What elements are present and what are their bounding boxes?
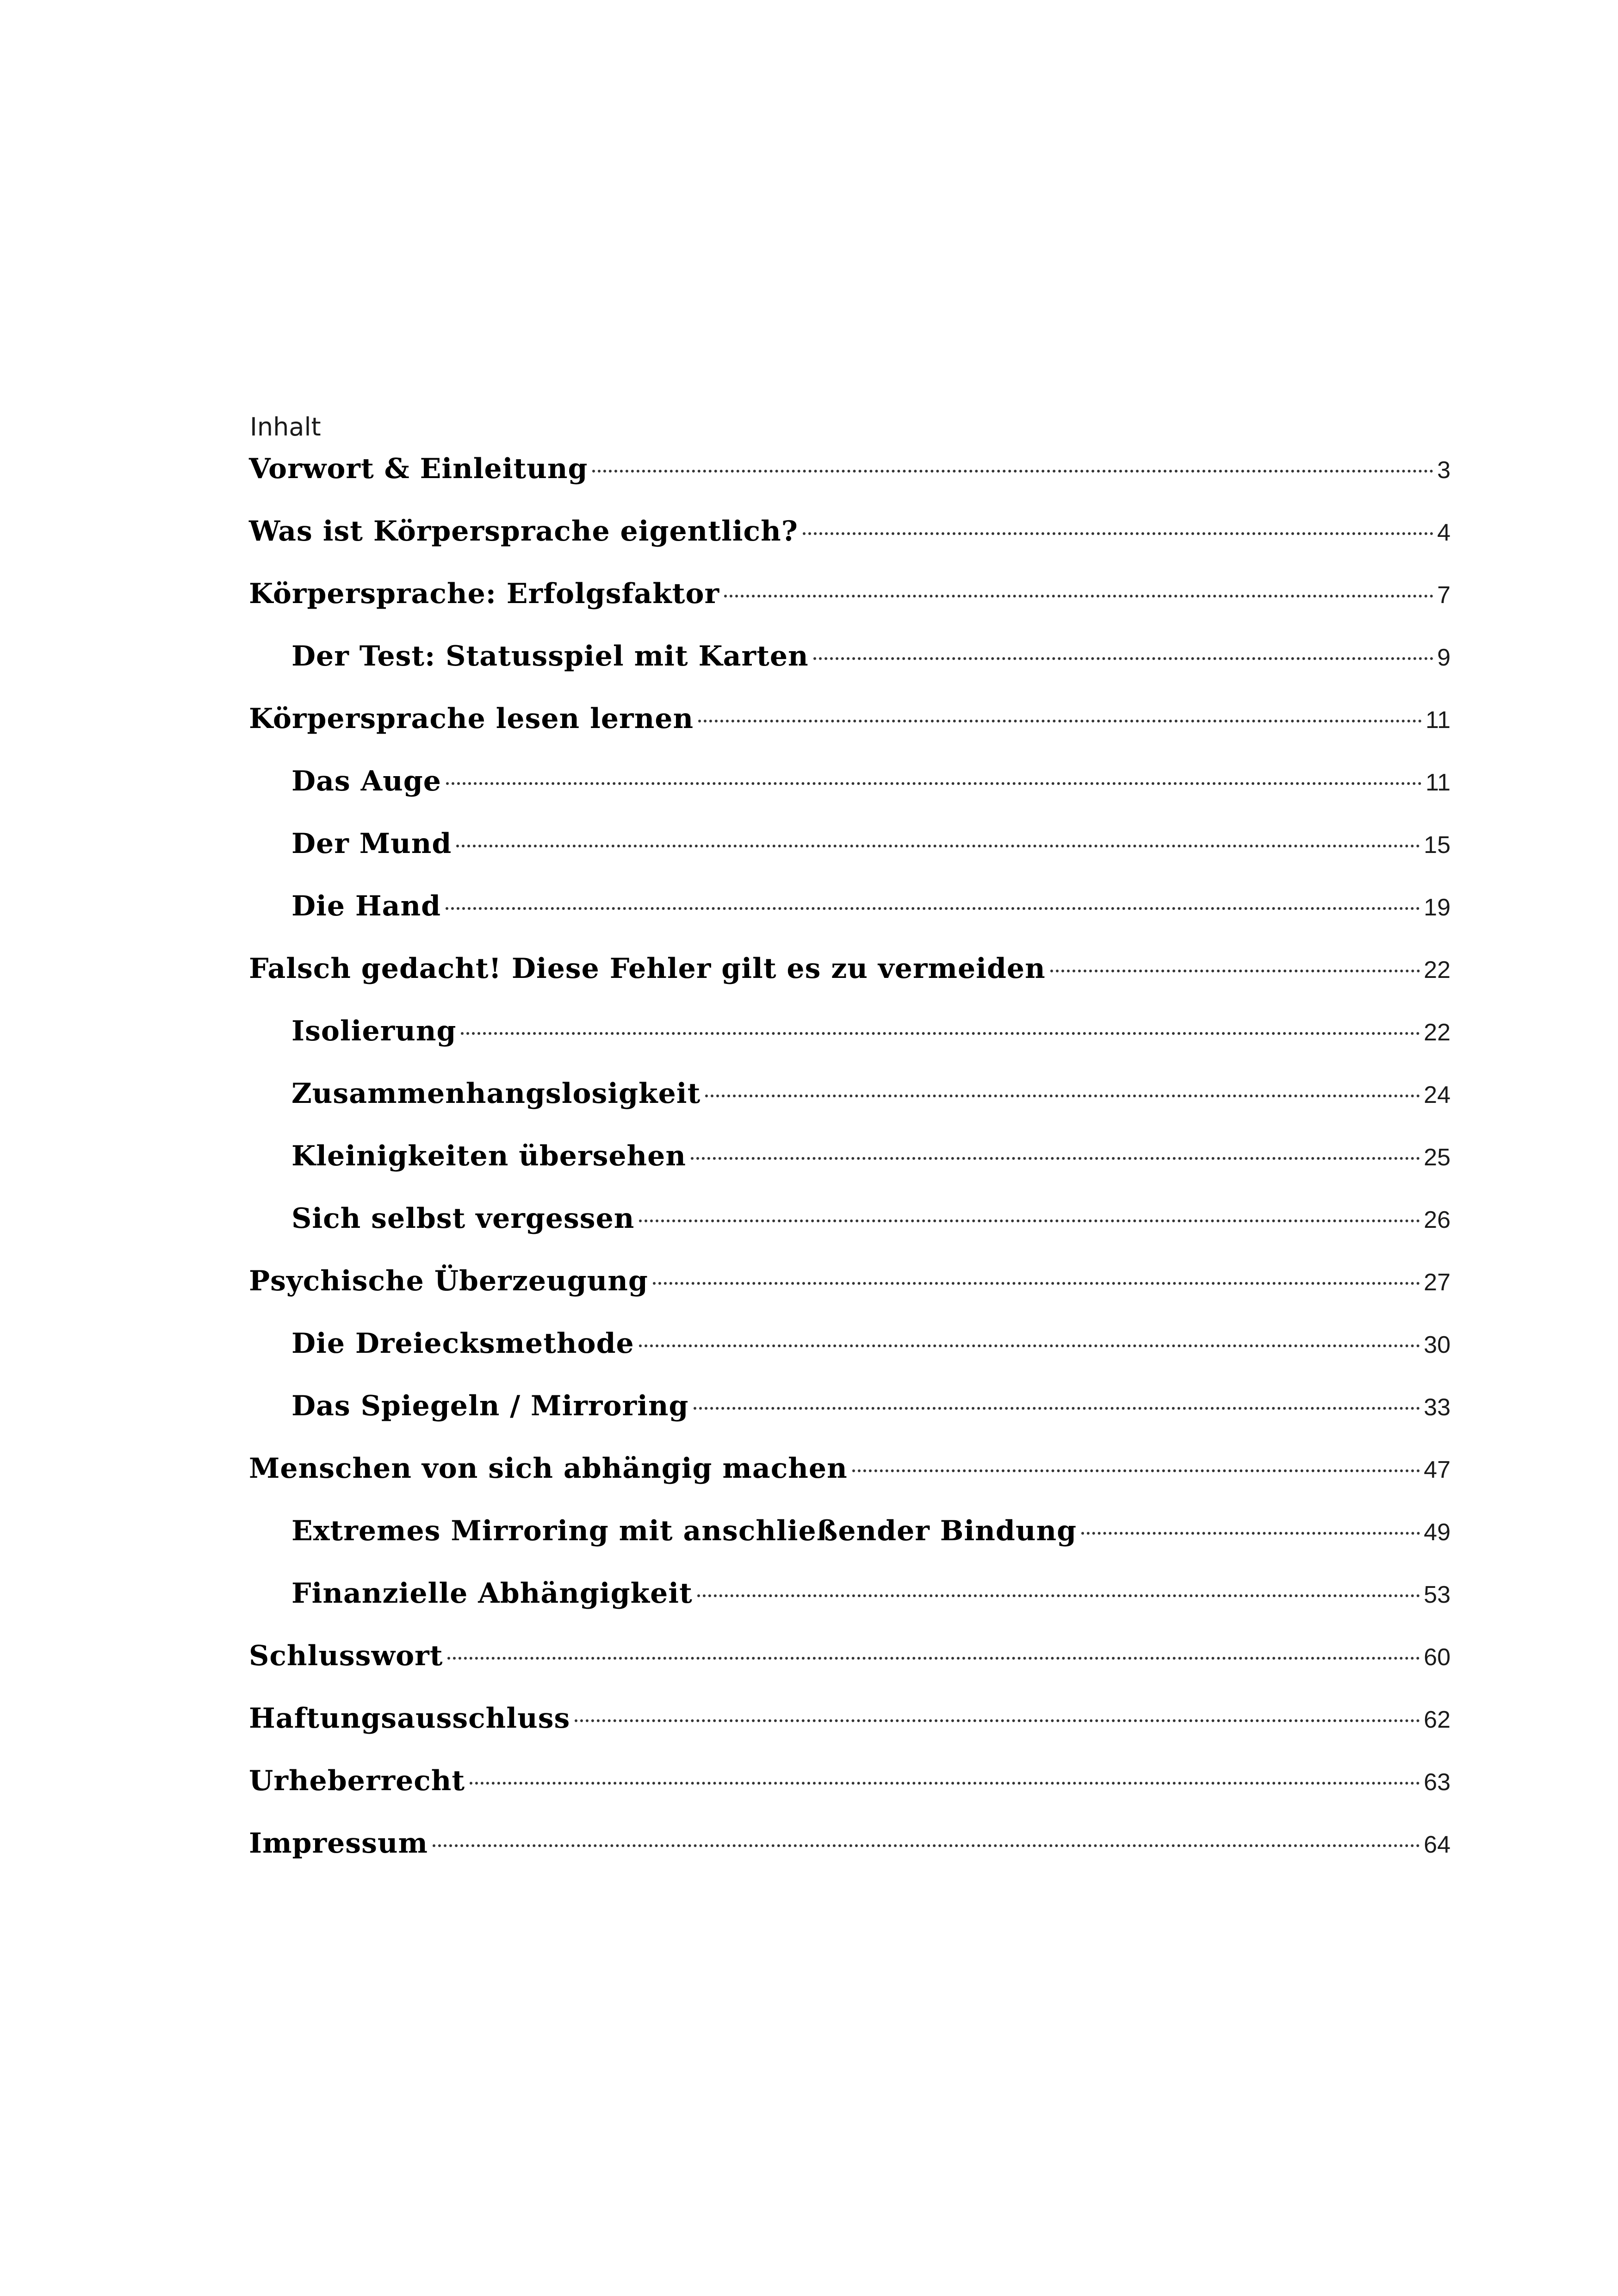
toc-entry[interactable] — [249, 1823, 1451, 1864]
toc-entry-page-number: 25 — [1424, 1144, 1451, 1171]
toc-entry-title: Menschen von sich abhängig machen — [249, 1452, 848, 1485]
toc-entry-title: Kleinigkeiten übersehen — [291, 1140, 686, 1172]
toc-entry-title: Extremes Mirroring mit anschließender Bindung — [291, 1515, 1077, 1547]
toc-entry-page-number: 53 — [1424, 1581, 1451, 1608]
toc-entry[interactable] — [291, 635, 1451, 677]
toc-dot-leader — [639, 1344, 1420, 1347]
toc-entry-page-number: 64 — [1424, 1831, 1451, 1858]
toc-dot-leader — [461, 1032, 1420, 1035]
toc-entry-page-number: 3 — [1437, 457, 1451, 484]
toc-entry[interactable] — [291, 1385, 1451, 1427]
toc-heading: Inhalt — [250, 412, 321, 442]
toc-entry-title: Die Hand — [291, 890, 441, 922]
toc-entry-page-number: 47 — [1424, 1456, 1451, 1483]
toc-entry[interactable] — [291, 760, 1451, 802]
toc-entry[interactable] — [249, 1260, 1451, 1302]
toc-entry-page-number: 9 — [1437, 644, 1451, 671]
toc-dot-leader — [697, 1594, 1420, 1597]
toc-entry[interactable] — [291, 1135, 1451, 1177]
toc-entry-page-number: 22 — [1424, 1019, 1451, 1046]
toc-entry-title: Impressum — [249, 1827, 428, 1860]
toc-entry-page-number: 62 — [1424, 1706, 1451, 1733]
toc-entry-page-number: 19 — [1424, 894, 1451, 921]
toc-entry[interactable] — [249, 448, 1451, 490]
toc-entry-page-number: 22 — [1424, 957, 1451, 983]
toc-dot-leader — [691, 1157, 1420, 1160]
toc-entry-page-number: 11 — [1426, 707, 1451, 734]
toc-dot-leader — [433, 1844, 1420, 1847]
toc-entry-title: Körpersprache lesen lernen — [249, 703, 694, 735]
toc-entry[interactable] — [291, 885, 1451, 927]
toc-entry-title: Haftungsausschluss — [249, 1702, 570, 1735]
toc-entry-page-number: 33 — [1424, 1394, 1451, 1421]
toc-entry-page-number: 30 — [1424, 1332, 1451, 1358]
toc-dot-leader — [456, 845, 1420, 847]
toc-entry-page-number: 60 — [1424, 1644, 1451, 1671]
toc-entry-page-number: 24 — [1424, 1082, 1451, 1108]
toc-dot-leader — [447, 1657, 1420, 1660]
toc-entry-page-number: 11 — [1426, 769, 1451, 796]
toc-entry-page-number: 49 — [1424, 1519, 1451, 1546]
toc-dot-leader — [446, 907, 1420, 910]
toc-entry-page-number: 15 — [1424, 832, 1451, 859]
toc-entry-title: Vorwort & Einleitung — [249, 453, 588, 485]
toc-entry-title: Der Mund — [291, 828, 452, 860]
toc-dot-leader — [653, 1282, 1420, 1285]
toc-entry-title: Finanzielle Abhängigkeit — [291, 1577, 693, 1610]
toc-entry-title: Urheberrecht — [249, 1765, 465, 1797]
toc-entry-page-number: 26 — [1424, 1207, 1451, 1233]
toc-entry[interactable] — [249, 1760, 1451, 1802]
toc-dot-leader — [705, 1095, 1420, 1097]
toc-entry-title: Sich selbst vergessen — [291, 1202, 635, 1235]
toc-entry-title: Das Auge — [291, 765, 441, 797]
toc-dot-leader — [575, 1719, 1420, 1722]
toc-entry[interactable] — [249, 698, 1451, 740]
toc-entry[interactable] — [249, 1448, 1451, 1489]
toc-entry-title: Körpersprache: Erfolgsfaktor — [249, 578, 720, 610]
toc-entry[interactable] — [291, 1073, 1451, 1114]
toc-entry[interactable] — [249, 1635, 1451, 1677]
toc-entry[interactable] — [249, 510, 1451, 552]
toc-entry[interactable] — [291, 823, 1451, 865]
toc-entry-page-number: 4 — [1437, 519, 1451, 546]
toc-entry-title: Psychische Überzeugung — [249, 1265, 648, 1297]
toc-dot-leader — [813, 657, 1433, 660]
toc-entry-title: Isolierung — [291, 1015, 457, 1047]
toc-entry-title: Schlusswort — [249, 1640, 443, 1672]
toc-dot-leader — [803, 532, 1433, 535]
toc-entry[interactable] — [291, 1323, 1451, 1364]
toc-dot-leader — [639, 1220, 1420, 1222]
toc-dot-leader — [698, 720, 1422, 722]
toc-entry[interactable] — [249, 1698, 1451, 1739]
toc-entry-title: Falsch gedacht! Diese Fehler gilt es zu vermeiden — [249, 952, 1046, 985]
toc-entry-page-number: 63 — [1424, 1769, 1451, 1796]
toc-entry-title: Das Spiegeln / Mirroring — [291, 1390, 689, 1422]
toc-entry[interactable] — [291, 1198, 1451, 1239]
toc-entry-title: Der Test: Statusspiel mit Karten — [291, 640, 809, 672]
toc-entry-page-number: 27 — [1424, 1269, 1451, 1296]
toc-dot-leader — [724, 595, 1433, 597]
toc-dot-leader — [852, 1469, 1420, 1472]
toc-entry[interactable] — [291, 1573, 1451, 1614]
toc-entry[interactable] — [291, 1510, 1451, 1552]
toc-dot-leader — [1050, 970, 1420, 972]
toc-dot-leader — [694, 1407, 1420, 1410]
toc-entry-title: Die Dreiecksmethode — [291, 1327, 634, 1360]
toc-dot-leader — [470, 1782, 1420, 1785]
toc-entry[interactable] — [291, 1010, 1451, 1052]
toc-entry-title: Zusammenhangslosigkeit — [291, 1077, 701, 1110]
toc-entry-page-number: 7 — [1437, 582, 1451, 609]
toc-entry[interactable] — [249, 573, 1451, 615]
toc-entry-title: Was ist Körpersprache eigentlich? — [249, 515, 798, 548]
toc-dot-leader — [446, 782, 1422, 785]
toc-entry[interactable] — [249, 948, 1451, 989]
toc-dot-leader — [592, 470, 1433, 473]
toc-dot-leader — [1081, 1532, 1420, 1535]
